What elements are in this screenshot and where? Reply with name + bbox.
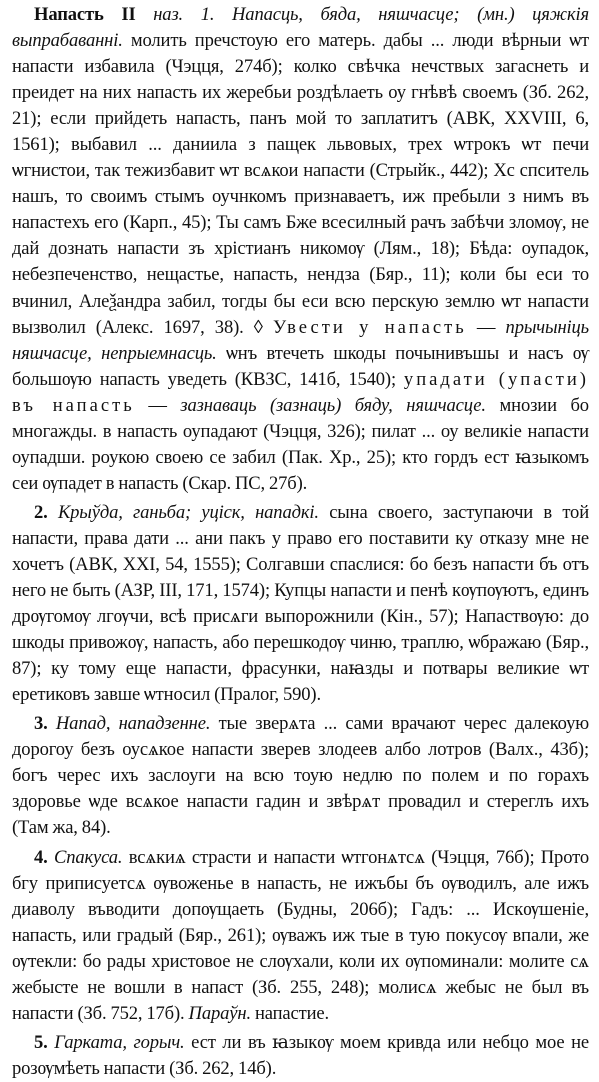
definition-text: наз. 1. Напасць, бяда, няшчасце; (мн.) цяжкія выпрабаванні. [12,4,590,52]
sense-number: 3. [34,713,48,735]
sense-number: 4. [34,846,48,868]
phrase-text: упадати (упасти) въ напасть [12,368,590,416]
citation-text: — [134,394,181,416]
phrase-text: Увести у напасть [273,316,467,338]
definition-text: зазнаваць (зазнаць) бяду, няшчасце. [180,394,486,416]
sense-paragraph [12,845,589,1027]
definition-text: Гарката, горыч. [47,1031,185,1053]
definition-text: Спакуса. [47,846,123,868]
definition-text: Напад, нападзенне. [47,713,211,735]
citation-text: сына своего, заступаючи в той напасти, права дати ... ани пакъ у право его поставити ку отказу мне не хочетъ (АВК, XXI, 54, 1555); Солгавши спаслися: бо безъ напасти бъ отъ него не быть (АЗР, III, 171, 1574); Купцы напасти и пенѣ кѹпѹютъ, единъ дрѹгомѹ лгѹчи, всѣ присѧги выпорожнили (Кін., 57); Напаствѹю: до шкоды привожѹ, напасть, або перешкодѹ чиню, траплю, ѡбражаю (Бяр., 87); ку тому еще напасти, фрасунки, наꙗзды и потвары великие ѡт еретиковъ завше ѡтносил (Пралог, 590). [12,501,589,706]
dictionary-entry [12,2,589,1082]
citation-text: всѧкиѧ страсти и напасти ѡтгонѧтсѧ (Чэцця, 76б); Прото бгу приписуетсѧ ѹвоженье в напасть, не ижъбы бъ ѹводилъ, але ижъ диаволу въводити допѹщаеть (Будны, 206б); Гадъ: ... Искѹшеніе, напасть, или градый (Бяр., 261); ѹважъ иж тые в тую покусѹ впали, же ѹтекли: бо рады христовое не слѹхали, коли их ѹпоминали: молите сѧ жебысте не вошли в напаст (Зб. 255, 248); молисѧ жебыс не был въ напасти (Зб. 752, 17б). [12,846,589,1024]
definition-text: Параўн. [188,1002,251,1024]
sense-paragraph [12,1030,589,1082]
definition-text: Крыўда, ганьба; уціск, нападкі. [47,501,319,523]
sense-paragraph [12,711,589,841]
sense-paragraph [12,500,589,708]
headword: Напасть II [34,4,136,25]
citation-text: ест ли въ ꙗзыкѹ моем кривда или небцо мое не розѹмѣеть напасти (Зб. 262, 14б). [12,1031,589,1079]
sense-number: 2. [34,501,48,523]
citation-text: напастие. [250,1002,329,1024]
sense-number: 5. [34,1031,48,1053]
citation-text: — [466,316,506,338]
definition-text: прычыніць няшчасце, непрыемнасць. [12,316,589,364]
sense-paragraph [12,2,589,497]
citation-text: тые зверѧта ... сами врачают черес далекоую дорогоу безъ оусѧкое напасти зверев злодеев албо лотров (Валх., 43б); богъ черес ихъ заслоуги на всю тоую недлю по полем и по горахъ здоровье ѡде всѧкое напасти гадин и звѣрѧт провадил и стерeглъ ихъ (Там жа, 84). [12,713,589,839]
citation-text: ѡнъ втечеть шкоды почынивъшы и насъ ѹ большѹю напасть уведеть (КВЗС, 141б, 1540); [12,342,589,390]
citation-text: молить пречстоую его матерь. дабы ... люди вѣрныи ѡт напасти избавила (Чэцця, 274б); колко свѣчка нечствых загаснеть и преидет на них напасть их жеребьи роздѣлаеть оу гнѣвѣ своемъ (Зб. 262, 21); если прийдеть напасть, панъ мой то заплатитъ (АВК, XXVIII, 6, 1561); выбавил ... даниила з пащек львовых, трех ѡтрокъ ѡт печи ѡгнистои, так тежизбавит ѡт всѧкои напасти (Стрыйк., 442); Хс спситель нашъ, то своимъ стымъ оучнкомъ признаваетъ, иж пребыли з нимъ въ напастехъ его (Карп., 45); Ты самъ Бже всесилный рачъ забѣчи зломѹ, не дай дознать напасти зъ хрістианъ никомѹ (Лям., 18); Бѣда: оупадок, небезпеченство, нещастье, напасть, нендза (Бяр., 11); коли бы еси то вчинил, Алеѯандра забил, тогды бы еси всю перскую землю ѡт напасти вызволил (Алекс. 1697, 38). ◊ [12,30,589,338]
citation-text: мнозии бо многажды. в напасть оупадают (Чэцця, 326); пилат ... оу великіе напасти оупадши. роукою своею се забил (Пак. Хр., 25); кто гордъ ест ꙗзыкомъ сеи ѹпадет в напасть (Скар. ПС, 27б). [12,394,589,494]
